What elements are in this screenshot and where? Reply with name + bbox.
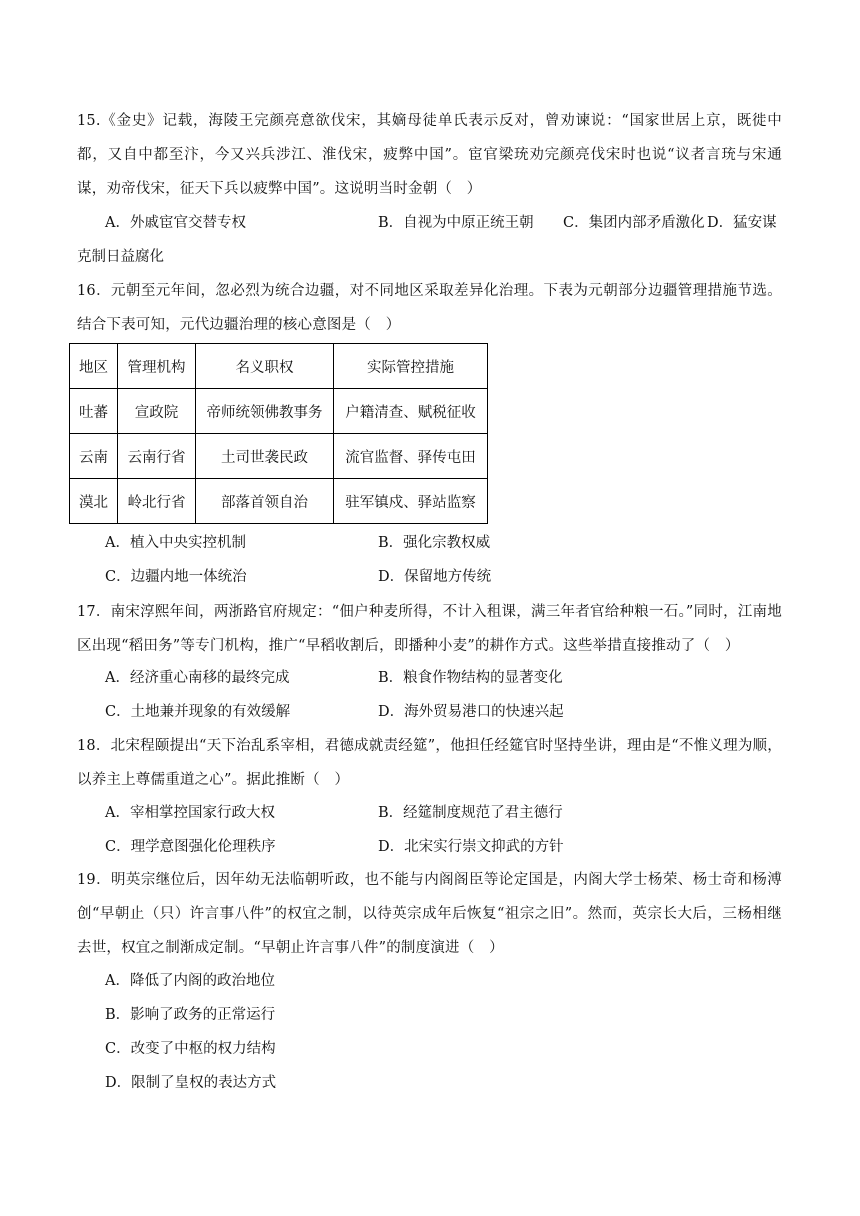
table-header-row <box>70 344 488 389</box>
question-15-option-c: C．集团内部矛盾激化 <box>563 215 705 231</box>
question-16-option-c: C．边疆内地一体统治 <box>105 569 247 585</box>
table-row <box>70 434 488 479</box>
question-18-option-a: A．宰相掌控国家行政大权 <box>105 805 275 821</box>
question-18-option-b: B．经筵制度规范了君主德行 <box>378 805 563 821</box>
question-16-option-b: B．强化宗教权威 <box>378 535 491 551</box>
question-17-option-c: C．土地兼并现象的有效缓解 <box>105 704 291 720</box>
question-19-option-b: B．影响了政务的正常运行 <box>105 1007 276 1023</box>
table-row <box>70 479 488 524</box>
table-header-cell: 实际管控措施 <box>334 344 488 389</box>
table-cell: 漠北 <box>70 479 118 524</box>
table-cell: 流官监督、驿传屯田 <box>334 434 488 479</box>
table-cell: 帝师统领佛教事务 <box>196 389 334 434</box>
table-cell: 云南行省 <box>118 434 196 479</box>
table-cell: 土司世袭民政 <box>196 434 334 479</box>
question-15-option-a: A．外戚宦官交替专权 <box>105 215 246 231</box>
table-cell: 驻军镇戍、驿站监察 <box>334 479 488 524</box>
question-19-option-c: C．改变了中枢的权力结构 <box>105 1041 276 1057</box>
table-cell: 户籍清查、赋税征收 <box>334 389 488 434</box>
question-15-option-d: D．猛安谋 <box>707 215 777 231</box>
question-19-option-a: A．降低了内阁的政治地位 <box>105 973 275 989</box>
table-cell: 部落首领自治 <box>196 479 334 524</box>
question-16-text: 16．元朝至元年间，忽必烈为统合边疆，对不同地区采取差异化治理。下表为元朝部分边疆管理措施节选。结合下表可知，元代边疆治理的核心意图是（ ） <box>77 283 782 333</box>
table-header-cell: 管理机构 <box>118 344 196 389</box>
table-header-cell: 地区 <box>70 344 118 389</box>
question-18-text: 18．北宋程颐提出“天下治乱系宰相，君德成就责经筵”，他担任经筵官时坚持坐讲，理由是“不惟义理为顺，以养主上尊儒重道之心”。据此推断（ ） <box>77 738 782 788</box>
question-15-text: 15.《金史》记载，海陵王完颜亮意欲伐宋，其嫡母徒单氏表示反对，曾劝谏说：“国家世居上京，既徙中都，又自中都至汴，今又兴兵涉江、淮伐宋，疲弊中国”。宦官梁珫劝完颜亮伐宋时也说“议者言珫与宋通谋，劝帝伐宋，征天下兵以疲弊中国”。这说明当时金朝（ ） <box>77 113 782 197</box>
table-header-cell: 名义职权 <box>196 344 334 389</box>
table-cell: 宣政院 <box>118 389 196 434</box>
question-16-table <box>69 343 488 524</box>
question-17-option-b: B．粮食作物结构的显著变化 <box>378 670 563 686</box>
question-19-text: 19．明英宗继位后，因年幼无法临朝听政，也不能与内阁阁臣等论定国是，内阁大学士杨荣、杨士奇和杨溥创“早朝止（只）许言事八件”的权宜之制，以待英宗成年后恢复“祖宗之旧”。然而，英宗长大后，三杨相继去世，权宜之制渐成定制。“早朝止许言事八件”的制度演进（ ） <box>77 872 782 956</box>
table-cell: 吐蕃 <box>70 389 118 434</box>
question-15-option-d-continued: 克制日益腐化 <box>77 249 164 265</box>
table-row <box>70 389 488 434</box>
table-cell: 云南 <box>70 434 118 479</box>
question-19-option-d: D．限制了皇权的表达方式 <box>105 1075 277 1091</box>
table-cell: 岭北行省 <box>118 479 196 524</box>
question-17-option-d: D．海外贸易港口的快速兴起 <box>378 704 564 720</box>
question-15-option-b: B．自视为中原正统王朝 <box>378 215 534 231</box>
question-16-option-d: D．保留地方传统 <box>378 569 492 585</box>
question-16-option-a: A．植入中央实控机制 <box>105 535 246 551</box>
question-17-text: 17．南宋淳熙年间，两浙路官府规定：“佃户种麦所得，不计入租课，满三年者官给种粮一石。”同时，江南地区出现“稻田务”等专门机构，推广“早稻收割后，即播种小麦”的耕作方式。这些举措直接推动了（ ） <box>77 604 782 654</box>
question-17-option-a: A．经济重心南移的最终完成 <box>105 670 290 686</box>
question-18-option-d: D．北宋实行崇文抑武的方针 <box>378 839 564 855</box>
question-18-option-c: C．理学意图强化伦理秩序 <box>105 839 276 855</box>
